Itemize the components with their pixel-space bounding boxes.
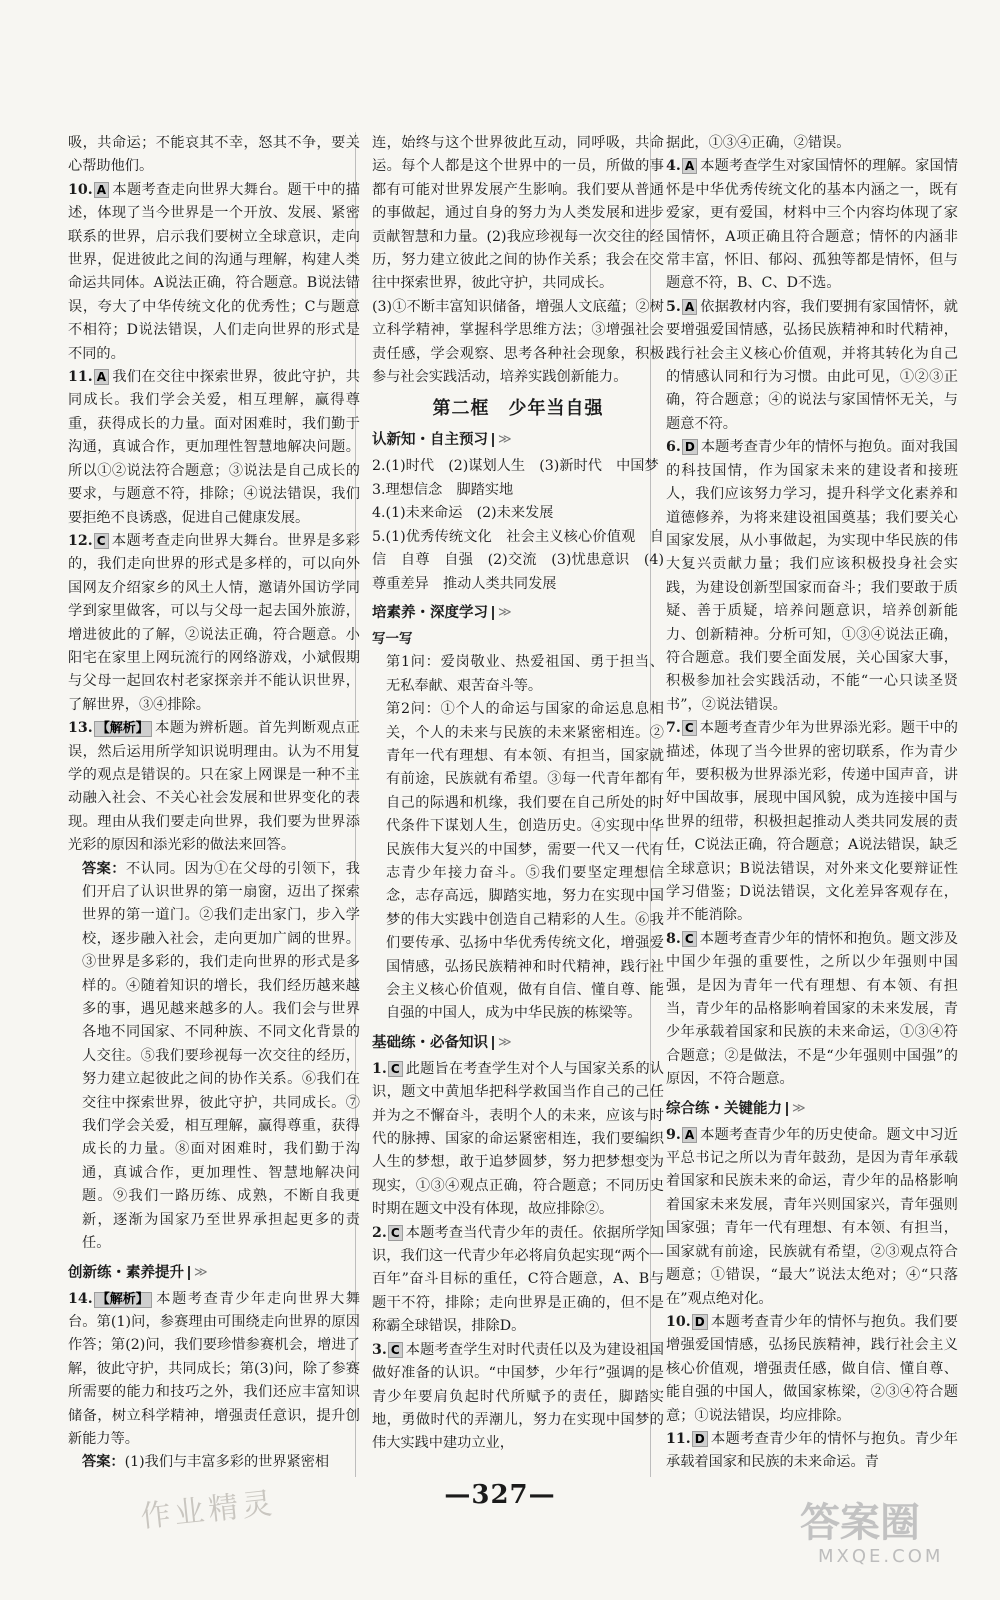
continued-text: 连，始终与这个世界彼此互动，同呼吸，共命运。每个人都是这个世界中的一员，所做的事都有可能对世界发展产生影响。我们要从普通的事做起，通过自身的努力为人类发展和进步贡献智慧和力量。(2)我应珍视每一次交往的经历，努力建立彼此之间的协作关系；我会在交往中探索世界，彼此守护，共同成长。	[372, 135, 664, 292]
chevron-right-icon: ≫	[498, 432, 512, 448]
answer-badge: C	[682, 931, 697, 947]
write-heading: 写一写	[372, 630, 413, 647]
answer-badge: C	[388, 1342, 403, 1358]
column-right	[666, 132, 958, 1475]
answer-badge: A	[682, 299, 697, 315]
answer-item-1: 1. C 此题旨在考查学生对个人与国家关系的认识，题文中黄旭华把科学救国当作自己的己任并为之不懈奋斗，表明个人的未来，应该与时代的脉搏、国家的命运紧密相连，我们要编织人生的梦想，敢于追梦圆梦，努力把梦想变为现实，①③④观点正确，符合题意；不同历史时期在题文中没有体现，故应排除②。	[372, 1060, 664, 1218]
watermark-url: MXQE.COM	[818, 1546, 944, 1567]
watermark-logo-text: 答案圈	[800, 1500, 920, 1546]
answer-item-10: 10. A 本题考查走向世界大舞台。题干中的描述，体现了当今世界是一个开放、发展、紧密联系的世界，启示我们要树立全球意识，走向世界，促进彼此之间的沟通与理解，构建人类命运共同体。A说法正确，符合题意。B说法错误，夸大了中华传统文化的优秀性；C与题意不相符；D说法错误，人们走向世界的形式是不同的。	[68, 181, 360, 362]
chevron-right-icon: ≫	[498, 604, 512, 620]
heading-bar	[786, 1102, 788, 1116]
answer-item-11: 11. A 我们在交往中探索世界，彼此守护，共同成长。我们学会关爱，相互理解，赢得尊重，获得成长的力量。面对困难时，我们勤于沟通，真诚合作，更加理性智慧地解决问题。所以①②说法符合题意；③说法是自己成长的要求，与题意不符，排除；④说法错误，我们要拒绝不良诱惑，促进自己健康发展。	[68, 369, 360, 526]
continued-text: 据此，①③④正确，②错误。	[666, 135, 851, 151]
heading-bar	[492, 1036, 494, 1050]
answer-item-6: 6. D 本题考查青少年的情怀与抱负。面对我国的科技国情，作为国家未来的建设者和接班人，我们应该努力学习，提升科学文化素养和道德修养，为将来建设祖国奠基；我们要关心国家发展，从小事做起，为实现中华民族的伟大复兴贡献力量；我们应该积极投身社会实践，为建设创新型国家而奋斗；我们要敢于质疑、善于质疑，培养问题意识，培养创新能力、创新精神。分析可知，①③④说法正确，符合题意。我们要全面发展，关心国家大事，积极参加社会实践活动，不能“一心只读圣贤书”，②说法错误。	[666, 439, 958, 713]
heading-bar	[492, 606, 494, 620]
answer-badge: A	[682, 158, 697, 174]
continued-text-2: (3)①不断丰富知识储备，增强人文底蕴；②树立科学精神，掌握科学思维方法；③增强社会责任感，学会观察、思考各种社会现象，积极参与社会实践活动，培养实践创新能力。	[372, 298, 664, 386]
answer-badge: D	[682, 439, 698, 455]
answer-14-text: 答案：(1)我们与丰富多彩的世界紧密相	[82, 1454, 330, 1471]
watermark-left: 作业精灵	[138, 1485, 278, 1535]
answer-item-8: 8. C 本题考查青少年的情怀和抱负。题文涉及中国少年强的重要性，之所以少年强则中国强，是因为青年一代有理想、有本领、有担当，青少年的品格影响着国家的未来发展，青少年承载着国家和民族的未来命运，①③④符合题意；②是做法，不是“少年强则中国强”的原因，不符合题意。	[666, 930, 958, 1088]
section-heading-innovation: 创新练・素养提升 ≫	[68, 1262, 360, 1284]
preview-answer: 5.(1)优秀传统文化 社会主义核心价值观 自信 自尊 自强 (2)交流 (3)忧患意识 (4)尊重差异 推动人类共同发展	[372, 528, 664, 592]
write-answer-1: 第1问：爱岗敬业、热爱祖国、勇于担当、无私奉献、艰苦奋斗等。	[386, 654, 664, 694]
answer-13-text: 答案：不认同。因为①在父母的引领下，我们开启了认识世界的第一扇窗，迈出了探索世界的第一道门。②我们走出家门，步入学校，逐步融入社会，走向更加广阔的世界。③世界是多彩的，我们走向世界的形式是多样的。④随着知识的增长，我们经历越来越多的事，遇见越来越多的人。我们会与世界各地不同国家、不同种族、不同文化背景的人交往。⑤我们要珍视每一次交往的经历，努力建立起彼此之间的协作关系。⑥我们在交往中探索世界，彼此守护，共同成长。⑦我们学会关爱，相互理解，赢得尊重，获得成长的力量。⑧面对困难时，我们勤于沟通，真诚合作，更加理性、智慧地解决问题。⑨我们一路历练、成熟，不断自我更新，逐渐为国家乃至世界承担起更多的责任。	[82, 860, 360, 1252]
answer-item-13: 13. 【解析】 本题为辨析题。首先判断观点正误，然后运用所学知识说明理由。认为不用复学的观点是错误的。只在家上网课是一种不主动融入社会、不关心社会发展和世界变化的表现。理由从我们要走向世界，我们要为世界添光彩的原因和添光彩的做法来回答。	[68, 720, 360, 854]
section-heading-basic: 基础练・必备知识 ≫	[372, 1032, 664, 1054]
answer-badge: A	[682, 1127, 697, 1143]
answer-badge: A	[94, 182, 109, 198]
chevron-right-icon: ≫	[792, 1100, 806, 1116]
preview-answer: 2.(1)时代 (2)谋划人生 (3)新时代 中国梦	[372, 458, 659, 475]
answer-item-14: 14. 【解析】 本题考查青少年走向世界大舞台。第(1)问，参赛理由可围绕走向世界的原因作答；第(2)问，我们要珍惜参赛机会，增进了解，彼此守护，共同成长；第(3)问，除了参赛所需要的能力和技巧之外，我们还应丰富知识储备，树立科学精神，增强责任意识，提升创新能力等。	[68, 1290, 360, 1447]
answer-item-2: 2. C 本题考查当代青少年的责任。依据所学知识，我们这一代青少年必将肩负起实现“两个一百年”奋斗目标的重任，C符合题意，A、B与题干不符，排除；走向世界是正确的，但不是称霸全球错误，排除D。	[372, 1224, 664, 1335]
answer-item-12: 12. C 本题考查走向世界大舞台。世界是多彩的，我们走向世界的形式是多样的，可以向外国网友介绍家乡的风土人情，邀请外国访学同学到家里做客，可以与父母一起去国外旅游，增进彼此的了解，②说法正确，符合题意。小阳宅在家里上网玩流行的网络游戏，小斌假期与父母一起回农村老家探亲并不能认识世界，了解世界，③④排除。	[68, 532, 360, 713]
section-heading-comprehensive: 综合练・关键能力 ≫	[666, 1098, 958, 1120]
answer-item-4: 4. A 本题考查学生对家国情怀的理解。家国情怀是中华优秀传统文化的基本内涵之一，既有爱家，更有爱国，材料中三个内容均体现了家国情怀，A项正确且符合题意；情怀的内涵非常丰富，怀旧、郁闷、孤独等都是情怀，但与题意不符，B、C、D不选。	[666, 158, 958, 292]
answer-item-9: 9. A 本题考查青少年的历史使命。题文中习近平总书记之所以为青年鼓劲，是因为青年承载着国家和民族未来的命运，青少年的品格影响着国家未来发展，青年兴则国家兴，青年强则国家强；青年一代有理想、有本领、有担当，国家就有前途，民族就有希望，②③观点符合题意；①错误，“最大”说法太绝对；④“只落在”观点绝对化。	[666, 1126, 958, 1307]
chevron-right-icon: ≫	[194, 1264, 208, 1280]
answer-badge: D	[692, 1431, 708, 1447]
answer-item-7: 7. C 本题考查青少年为世界添光彩。题干中的描述，体现了当今世界的密切联系，作为青少年，要积极为世界添光彩，传递中国声音，讲好中国故事，展现中国风貌，成为连接中国与世界的纽带，积极担起推动人类共同发展的责任，C说法正确，符合题意；A说法错误，缺乏全球意识；B说法错误，对外来文化要辩证性学习借鉴；D说法错误，文化差异客观存在，并不能消除。	[666, 720, 958, 924]
answer-item-3: 3. C 本题考查学生对时代责任以及为建设祖国做好准备的认识。“中国梦，少年行”强调的是青少年要肩负起时代所赋予的责任，脚踏实地，勇做时代的弄潮儿，努力在实现中国梦的伟大实践中建功立业，	[372, 1341, 664, 1452]
preview-answer: 4.(1)未来命运 (2)未来发展	[372, 505, 554, 522]
heading-bar	[492, 433, 494, 447]
answer-item-5: 5. A 依据教材内容，我们要拥有家国情怀，就要增强爱国情感，弘扬民族精神和时代精神，践行社会主义核心价值观，并将其转化为自己的情感认同和行为习惯。由此可见，①②③正确，符合题意；④的说法与家国情怀无关，与题意不符。	[666, 298, 958, 432]
continued-text: 吸，共命运；不能哀其不幸，怒其不争，要关心帮助他们。	[68, 135, 360, 175]
section-heading-deep: 培素养・深度学习 ≫	[372, 602, 664, 624]
watermark-logo	[800, 1500, 980, 1590]
answer-item-11b: 11. D 本题考查青少年的情怀与抱负。青少年承载着国家和民族的未来命运。青	[666, 1430, 958, 1471]
page-number: —327—	[444, 1480, 556, 1510]
answer-badge: C	[388, 1225, 403, 1241]
column-middle	[372, 132, 664, 1456]
heading-bar	[188, 1266, 190, 1280]
answer-item-10b: 10. D 本题考查青少年的情怀与抱负。我们要增强爱国情感，弘扬民族精神，践行社会主义核心价值观，增强责任感，做自信、懂自尊、能自强的中国人，做国家栋梁，②③④符合题意；①说法错误，均应排除。	[666, 1313, 958, 1424]
answer-badge: C	[388, 1061, 403, 1077]
section-heading-preview: 认新知・自主预习 ≫	[372, 429, 664, 451]
preview-answer: 3.理想信念 脚踏实地	[372, 481, 514, 498]
chevron-right-icon: ≫	[498, 1034, 512, 1050]
answer-badge: D	[692, 1314, 708, 1330]
column-left	[68, 132, 360, 1475]
write-answer-2: 第2问：①个人的命运与国家的命运息息相关，个人的未来与民族的未来紧密相连。②青年一代有理想、有本领、有担当，国家就有前途，民族就有希望。③每一代青年都有自己的际遇和机缘，我们要在自己所处的时代条件下谋划人生，创造历史。④实现中华民族伟大复兴的中国梦，需要一代又一代有志青少年接力奋斗。⑤我们要坚定理想信念，志存高远，脚踏实地，努力在实现中国梦的伟大实践中创造自己精彩的人生。⑥我们要传承、弘扬中华优秀传统文化，增强爱国情感，弘扬民族精神和时代精神，践行社会主义核心价值观，做有自信、懂自尊、能自强的中国人，成为中华民族的栋梁等。	[386, 701, 664, 1022]
analysis-badge: 【解析】	[94, 721, 152, 737]
lesson-title: 第二框 少年当自强	[432, 398, 604, 420]
analysis-badge: 【解析】	[94, 1292, 152, 1308]
answer-badge: C	[94, 533, 109, 549]
answer-badge: C	[682, 720, 697, 736]
answer-badge: A	[94, 369, 109, 385]
